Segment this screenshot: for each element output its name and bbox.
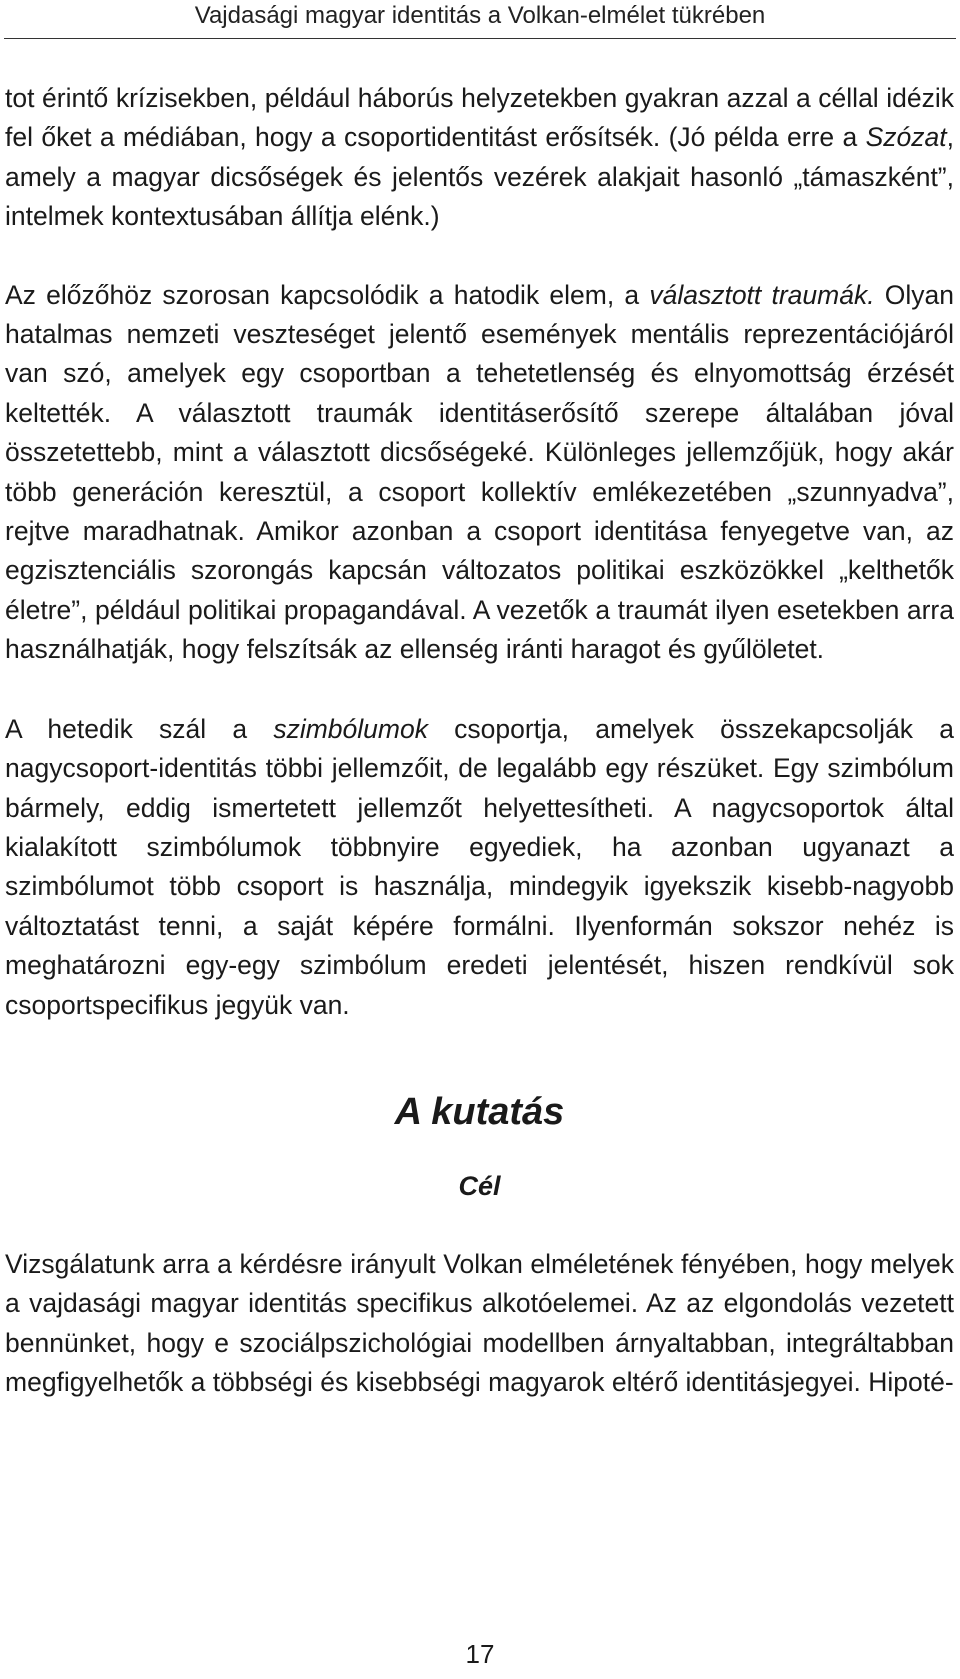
paragraph-2 <box>5 276 954 670</box>
section-subheading: Cél <box>458 1170 501 1201</box>
paragraph-3 <box>5 710 954 1025</box>
page-number: 17 <box>465 1639 495 1669</box>
paragraph-1-italic-title: Szózat <box>865 122 947 153</box>
paragraph-1 <box>5 79 954 237</box>
paragraph-2-text: Az előzőhöz szorosan kapcsolódik a hatodik elem, a <box>5 279 650 310</box>
paragraph-3-text-end: csoportja, amelyek összekapcsolják a nagycsoport-identitás többi jellemzőit, de legalább egy részüket. Egy szimbólum bármely, eddig ismertetett jellemzőt helyettesítheti. A nagycsoportok által kialakított szimbólumok többnyire egyediek, ha azonban ugyanazt a szimbólumot több csoport is használja, mindegyik igyekszik kisebb-nagyobb változtatást tenni, a saját képére formálni. Ilyenformán sokszor nehéz is meghatározni egy-egy szimbólum eredeti jelentését, hiszen rendkívül sok csoportspecifikus jegyük van. <box>5 713 954 1020</box>
paragraph-1-text: tot érintő krízisekben, például háborús helyzetekben gyakran azzal a céllal idézik fel őket a médiában, hogy a csoportidentitást erősítsék. (Jó példa erre a <box>5 83 954 153</box>
paragraph-2-text-end: Olyan hatalmas nemzeti veszteséget jelentő események mentális reprezentációjáról van szó, amelyek egy csoportban a tehetetlenség és elnyomottság érzését keltették. A választott traumák identitáserősítő szerepe általában jóval összetettebb, mint a választott dicsőségeké. Különleges jellemzőjük, hogy akár több generáción keresztül, a csoport kollektív emlékezetében „szunnyadva”, rejtve maradhatnak. Amikor azonban a csoport identitása fenyegetve van, az egzisztenciális szorongás kapcsán változatos politikai eszközökkel „kelthetők életre”, például politikai propagandával. A vezetők a traumát ilyen esetekben arra használhatják, hogy felszítsák az ellenség iránti haragot és gyűlöletet. <box>5 279 955 665</box>
paragraph-2-italic-term: választott traumák. <box>649 279 875 310</box>
paragraph-4: Vizsgálatunk arra a kérdésre irányult Volkan elméletének fényében, hogy melyek a vajdasági magyar identitás specifikus alkotóelemei. Az az elgondolás vezetett bennünket, hogy e szociálpszichológiai modellben árnyaltabban, integráltabban megfigyelhetők a többségi és kisebbségi magyarok eltérő identitásjegyei. Hipoté- <box>5 1248 954 1398</box>
header-rule <box>4 38 956 39</box>
section-heading: A kutatás <box>394 1090 565 1133</box>
paragraph-3-italic-term: szimbólumok <box>273 713 428 744</box>
running-header: Vajdasági magyar identitás a Volkan-elmélet tükrében <box>194 2 766 29</box>
paragraph-3-text: A hetedik szál a <box>5 713 274 744</box>
paragraph-1-text-end: , amely a magyar dicsőségek és jelentős vezérek alakjait hasonló „támaszként”, intelmek kontextusában állítja elénk.) <box>5 122 954 232</box>
page-body <box>5 79 954 1403</box>
